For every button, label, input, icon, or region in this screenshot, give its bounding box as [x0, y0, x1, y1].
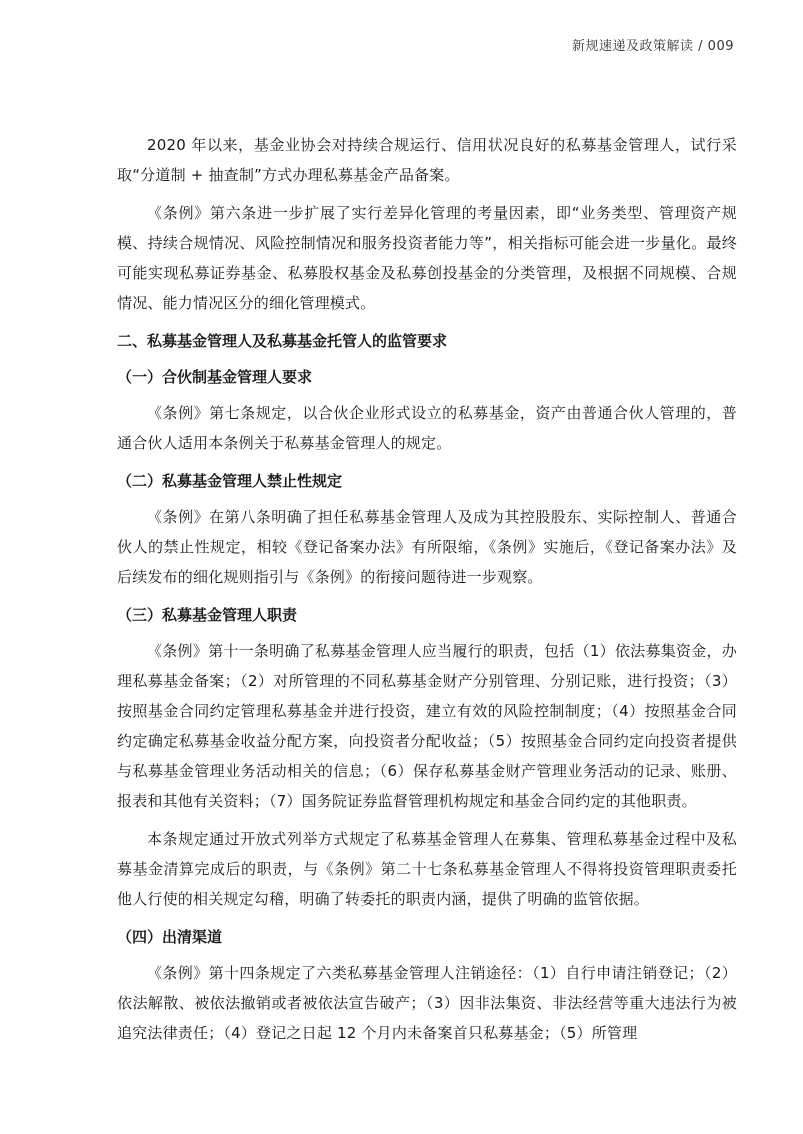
- section-heading: 二、私募基金管理人及私募基金托管人的监管要求: [117, 332, 448, 350]
- paragraph: 《条例》第十四条规定了六类私募基金管理人注销途径：（1）自行申请注销登记；（2）依法解散、被依法撤销或者被依法宣告破产；（3）因非法集资、非法经营等重大违法行为被追究法律责任；（4）登记之日起 12 个月内未备案首只私募基金；（5）所管理: [117, 964, 737, 1042]
- paragraph: 本条规定通过开放式列举方式规定了私募基金管理人在募集、管理私募基金过程中及私募基金清算完成后的职责，与《条例》第二十七条私募基金管理人不得将投资管理职责委托他人行使的相关规定勾稽，明确了转委托的职责内涵，提供了明确的监管依据。: [117, 830, 737, 908]
- paragraph: 《条例》第六条进一步扩展了实行差异化管理的考量因素，即“业务类型、管理资产规模、持续合规情况、风险控制情况和服务投资者能力等”，相关指标可能会进一步量化。最终可能实现私募证券基金、私募股权基金及私募创投基金的分类管理，及根据不同规模、合规情况、能力情况区分的细化管理模式。: [117, 204, 737, 312]
- paragraph: 《条例》第七条规定，以合伙企业形式设立的私募基金，资产由普通合伙人管理的，普通合伙人适用本条例关于私募基金管理人的规定。: [117, 404, 737, 452]
- subsection-heading: （四）出清渠道: [117, 928, 223, 946]
- paragraph: 《条例》在第八条明确了担任私募基金管理人及成为其控股股东、实际控制人、普通合伙人的禁止性规定，相较《登记备案办法》有所限缩，《条例》实施后，《登记备案办法》及后续发布的细化规则指引与《条例》的衔接问题待进一步观察。: [117, 508, 737, 586]
- body-text: [117, 130, 737, 1056]
- paragraph: 《条例》第十一条明确了私募基金管理人应当履行的职责，包括（1）依法募集资金，办理私募基金备案；（2）对所管理的不同私募基金财产分别管理、分别记账，进行投资；（3）按照基金合同约定管理私募基金并进行投资，建立有效的风险控制制度；（4）按照基金合同约定确定私募基金收益分配方案，向投资者分配收益；（5）按照基金合同约定向投资者提供与私募基金管理业务活动相关的信息；（6）保存私募基金财产管理业务活动的记录、账册、报表和其他有关资料；（7）国务院证券监督管理机构规定和基金合同约定的其他职责。: [117, 642, 737, 810]
- subsection-heading: （一）合伙制基金管理人要求: [117, 368, 313, 386]
- running-header: 新规速递及政策解读 / 009: [572, 39, 734, 54]
- paragraph: 2020 年以来，基金业协会对持续合规运行、信用状况良好的私募基金管理人，试行采取“分道制 + 抽查制”方式办理私募基金产品备案。: [117, 136, 737, 184]
- subsection-heading: （二）私募基金管理人禁止性规定: [117, 472, 343, 490]
- subsection-heading: （三）私募基金管理人职责: [117, 606, 298, 624]
